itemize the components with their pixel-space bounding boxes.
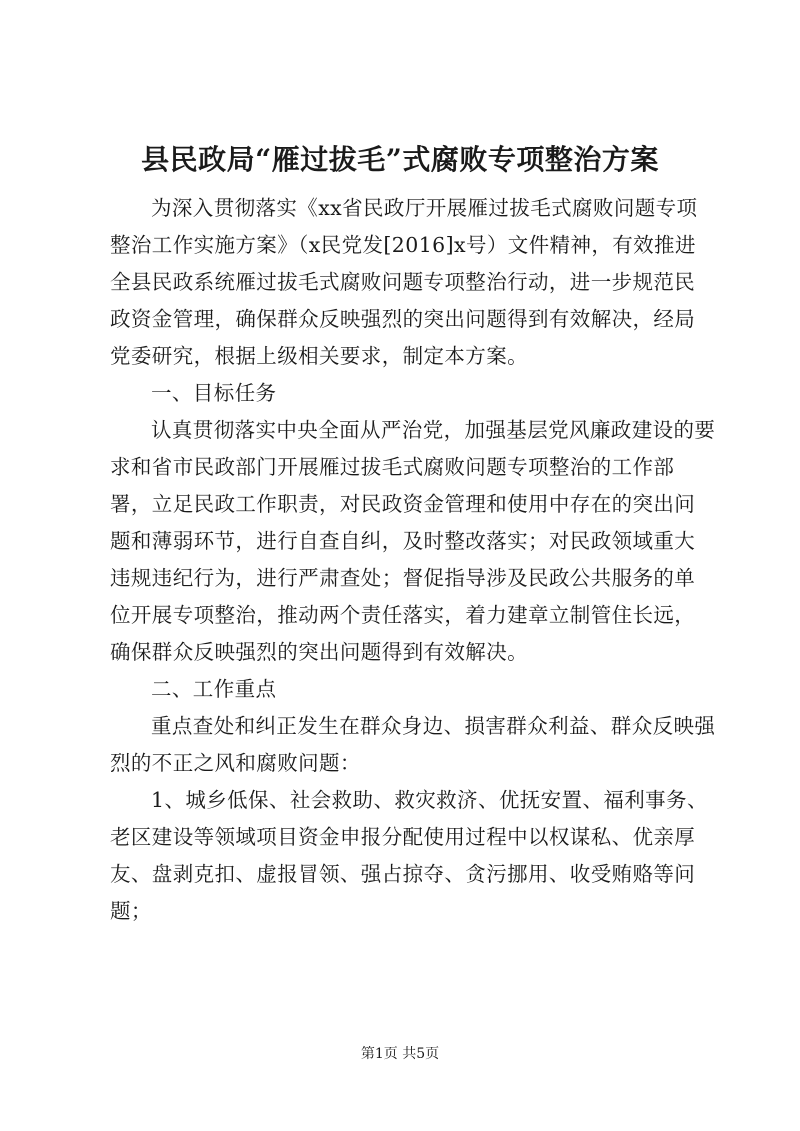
section-heading-goals: 一、目标任务 [151, 381, 277, 405]
document-body [110, 190, 716, 930]
document-title: 县民政局“雁过拔毛”式腐败专项整治方案 [141, 143, 659, 176]
intro-paragraph: 为深入贯彻落实《xx省民政厅开展雁过拔毛式腐败问题专项整治工作实施方案》（x民党发[2016]x号）文件精神，有效推进全县民政系统雁过拔毛式腐败问题专项整治行动，进一步规范民政资金管理，确保群众反映强烈的突出问题得到有效解决，经局党委研究，根据上级相关要求，制定本方案。 [110, 196, 698, 368]
section-heading-focus: 二、工作重点 [151, 677, 277, 701]
page-footer: 第1页 共5页 [360, 1046, 440, 1062]
goals-paragraph: 认真贯彻落实中央全面从严治党，加强基层党风廉政建设的要求和省市民政部门开展雁过拔毛式腐败问题专项整治的工作部署，立足民政工作职责，对民政资金管理和使用中存在的突出问题和薄弱环节，进行自查自纠，及时整改落实；对民政领域重大违规违纪行为，进行严肃查处；督促指导涉及民政公共服务的单位开展专项整治，推动两个责任落实，着力建章立制管住长远，确保群众反映强烈的突出问题得到有效解决。 [110, 418, 716, 664]
focus-paragraph: 重点查处和纠正发生在群众身边、损害群众利益、群众反映强烈的不正之风和腐败问题： [110, 714, 716, 775]
focus-item-1: 1、城乡低保、社会救助、救灾救济、优抚安置、福利事务、老区建设等领域项目资金申报分配使用过程中以权谋私、优亲厚友、盘剥克扣、虚报冒领、强占掠夺、贪污挪用、收受贿赂等问题； [110, 788, 708, 923]
